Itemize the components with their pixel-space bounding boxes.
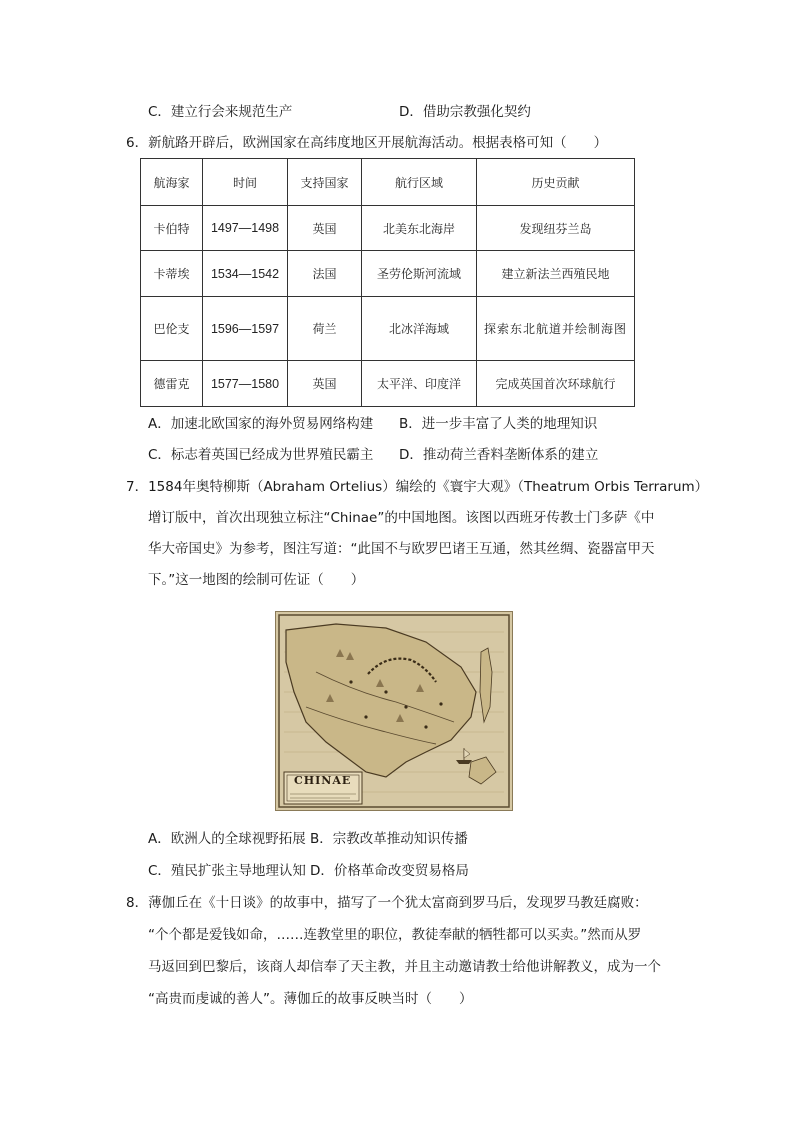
table-cell: 卡伯特 bbox=[141, 206, 203, 251]
q8-stem-line2: “个个都是爱钱如命，……连教堂里的职位，教徒奉献的牺牲都可以买卖。”然而从罗 bbox=[148, 927, 642, 943]
table-cell: 太平洋、印度洋 bbox=[362, 361, 477, 407]
q8-stem-line4: “高贵而虔诚的善人”。薄伽丘的故事反映当时（ ） bbox=[148, 991, 473, 1007]
table-cell: 圣劳伦斯河流域 bbox=[362, 251, 477, 297]
q7-stem-line3: 华大帝国史》为参考，图注写道：“此国不与欧罗巴诸王互通，然其丝绸、瓷器富甲天 bbox=[148, 541, 655, 557]
table-header-cell: 历史贡献 bbox=[477, 159, 635, 206]
q6-navigator-table bbox=[140, 158, 635, 407]
q6-option-d: D．推动荷兰香料垄断体系的建立 bbox=[399, 447, 599, 463]
q7-stem-line4: 下。”这一地图的绘制可佐证（ ） bbox=[148, 572, 365, 588]
q7-stem-line2: 增订版中，首次出现独立标注“Chinae”的中国地图。该图以西班牙传教士门多萨《中 bbox=[148, 510, 655, 526]
q6-option-b: B．进一步丰富了人类的地理知识 bbox=[399, 416, 598, 432]
table-cell: 1596—1597 bbox=[203, 297, 288, 361]
q7-option-a: A．欧洲人的全球视野拓展 bbox=[148, 831, 306, 847]
table-cell: 1534—1542 bbox=[203, 251, 288, 297]
table-cell: 英国 bbox=[288, 361, 362, 407]
q7-option-b: B．宗教改革推动知识传播 bbox=[310, 831, 468, 847]
table-cell: 荷兰 bbox=[288, 297, 362, 361]
table-row bbox=[141, 251, 635, 297]
table-cell: 1497—1498 bbox=[203, 206, 288, 251]
q7-option-c: C．殖民扩张主导地理认知 bbox=[148, 863, 306, 879]
table-header-row bbox=[141, 159, 635, 206]
q7-option-d: D．价格革命改变贸易格局 bbox=[310, 863, 469, 879]
table-header-cell: 支持国家 bbox=[288, 159, 362, 206]
q6-option-a: A．加速北欧国家的海外贸易网络构建 bbox=[148, 416, 374, 432]
q8-stem-line3: 马返回到巴黎后，该商人却信奉了天主教，并且主动邀请教士给他讲解教义，成为一个 bbox=[148, 959, 661, 975]
map-cartouche-label: CHINAE bbox=[294, 774, 352, 787]
table-cell: 北美东北海岸 bbox=[362, 206, 477, 251]
q5-option-c: C．建立行会来规范生产 bbox=[148, 104, 293, 120]
table-cell: 巴伦支 bbox=[141, 297, 203, 361]
table-row bbox=[141, 297, 635, 361]
table-cell: 卡蒂埃 bbox=[141, 251, 203, 297]
table-cell: 英国 bbox=[288, 206, 362, 251]
q5-option-d: D．借助宗教强化契约 bbox=[399, 104, 531, 120]
table-cell: 1577—1580 bbox=[203, 361, 288, 407]
table-cell: 北冰洋海域 bbox=[362, 297, 477, 361]
table-cell: 完成英国首次环球航行 bbox=[477, 361, 635, 407]
table-cell: 德雷克 bbox=[141, 361, 203, 407]
table-row bbox=[141, 206, 635, 251]
q6-option-c: C．标志着英国已经成为世界殖民霸主 bbox=[148, 447, 374, 463]
table-cell: 探索东北航道并绘制海图 bbox=[477, 297, 635, 361]
table-cell: 法国 bbox=[288, 251, 362, 297]
q7-stem-line1: 7．1584年奥特柳斯（Abraham Ortelius）编绘的《寰宇大观》（Theatrum Orbis Terrarum） bbox=[126, 479, 709, 495]
chinae-map-image bbox=[275, 611, 513, 811]
q8-stem-line1: 8．薄伽丘在《十日谈》的故事中，描写了一个犹太富商到罗马后，发现罗马教廷腐败： bbox=[126, 895, 648, 911]
table-cell: 发现纽芬兰岛 bbox=[477, 206, 635, 251]
q6-stem: 6．新航路开辟后，欧洲国家在高纬度地区开展航海活动。根据表格可知（ ） bbox=[126, 135, 608, 151]
table-row bbox=[141, 361, 635, 407]
table-header-cell: 航海家 bbox=[141, 159, 203, 206]
table-header-cell: 时间 bbox=[203, 159, 288, 206]
table-cell: 建立新法兰西殖民地 bbox=[477, 251, 635, 297]
table-header-cell: 航行区域 bbox=[362, 159, 477, 206]
